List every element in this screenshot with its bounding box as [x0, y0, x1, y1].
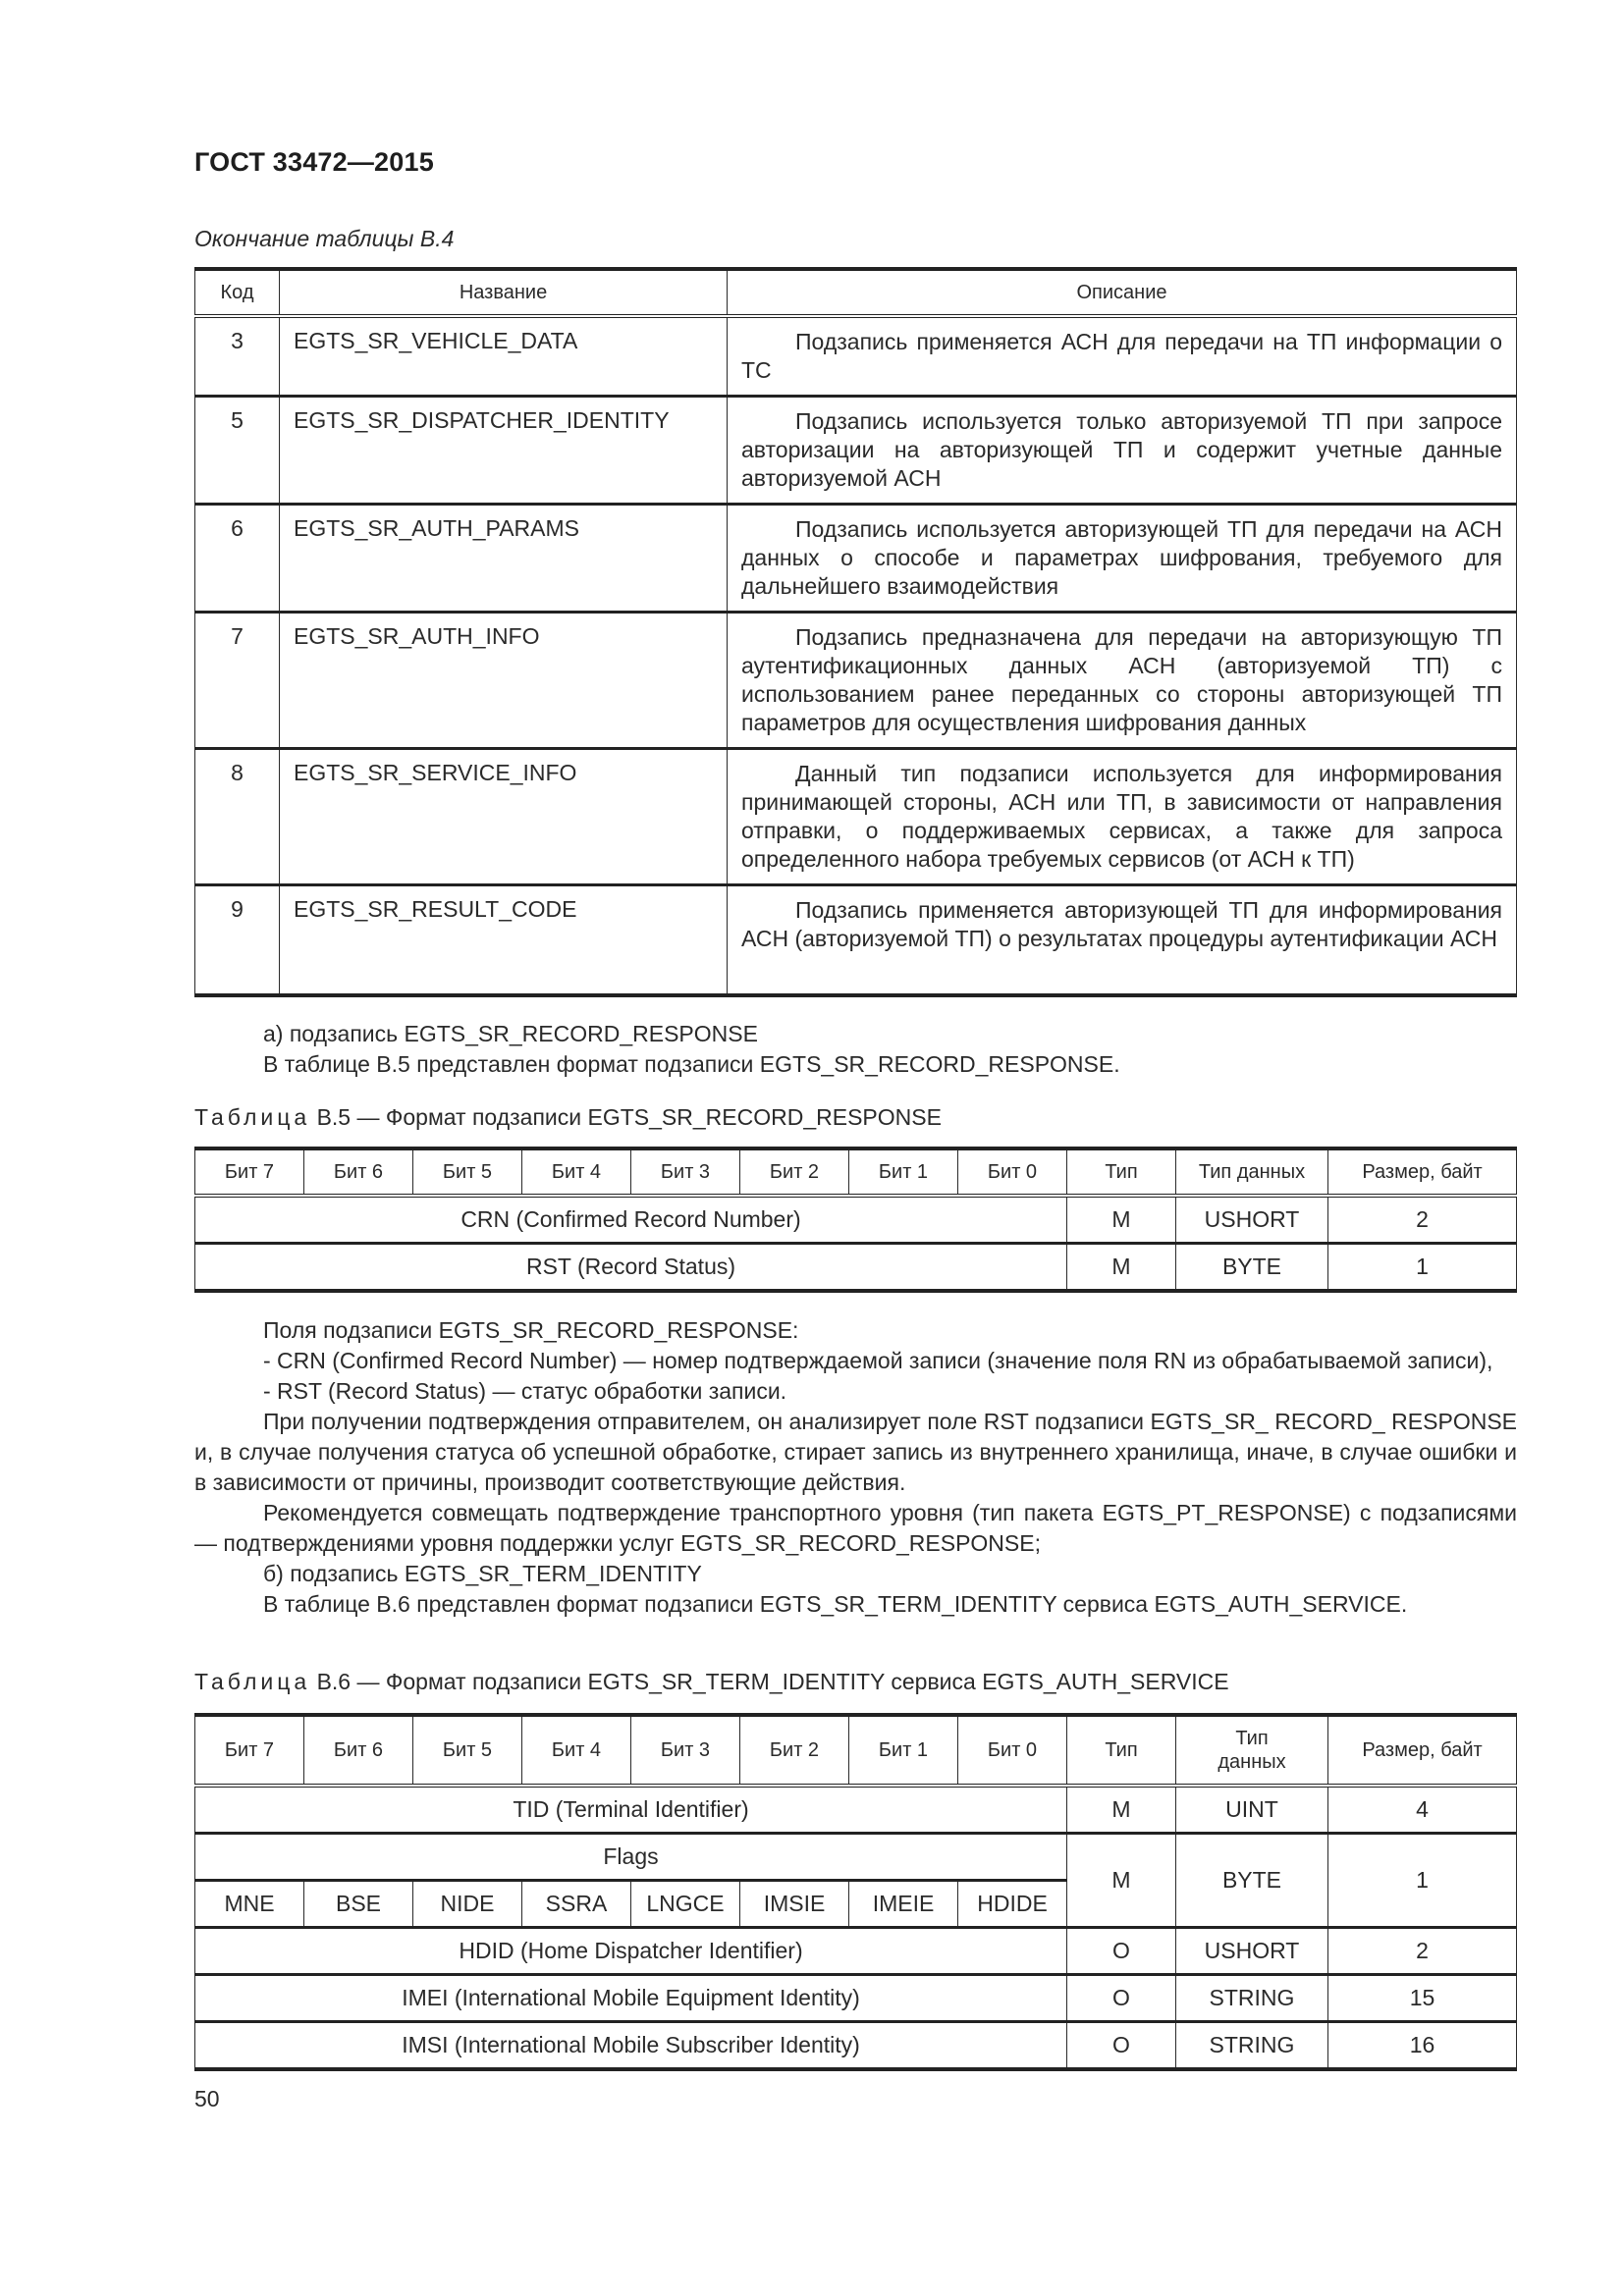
- table-row: [195, 316, 1517, 397]
- caption-prefix: Таблица: [194, 1669, 311, 1694]
- paragraph: а) подзапись EGTS_SR_RECORD_RESPONSE: [263, 1021, 758, 1046]
- row-name: EGTS_SR_RESULT_CODE: [280, 885, 728, 995]
- row-code: 8: [195, 749, 280, 885]
- field-size: 1: [1328, 1244, 1517, 1292]
- row-name: EGTS_SR_SERVICE_INFO: [280, 749, 728, 885]
- column-header: Бит 4: [522, 1148, 631, 1196]
- table-b6: [194, 1713, 1517, 2071]
- column-header: Размер, байт: [1328, 1148, 1517, 1196]
- flag-bit: IMSIE: [740, 1881, 849, 1928]
- table-row: [195, 613, 1517, 749]
- field-type: M: [1067, 1244, 1176, 1292]
- flag-bit: SSRA: [522, 1881, 631, 1928]
- caption-text: В.6 — Формат подзаписи EGTS_SR_TERM_IDENTITY сервиса EGTS_AUTH_SERVICE: [316, 1669, 1229, 1694]
- field-type: M: [1067, 1834, 1176, 1928]
- column-header: Бит 6: [304, 1715, 413, 1786]
- column-header: Тип данных: [1176, 1715, 1328, 1786]
- table-row: [195, 1928, 1517, 1975]
- column-header: Бит 3: [631, 1148, 740, 1196]
- field-data-type: BYTE: [1176, 1834, 1328, 1928]
- row-description: Данный тип подзаписи используется для информирования принимающей стороны, АСН или ТП, в зависимости от направления отправки, о поддерживаемых сервисах, а также для запроса определенного набора требуемых сервисов (от АСН к ТП): [728, 749, 1517, 885]
- table-row: [195, 1196, 1517, 1244]
- table-row: [195, 1244, 1517, 1292]
- field-size: 15: [1328, 1975, 1517, 2022]
- field-name: IMEI (International Mobile Equipment Identity): [195, 1975, 1067, 2022]
- row-description: Подзапись используется только авторизуемой ТП при запросе авторизации на авторизующей ТП и содержит учетные данные авторизуемой АСН: [728, 397, 1517, 505]
- column-header: Бит 2: [740, 1715, 849, 1786]
- column-header: Бит 0: [958, 1715, 1067, 1786]
- field-name: HDID (Home Dispatcher Identifier): [195, 1928, 1067, 1975]
- column-header: Бит 0: [958, 1148, 1067, 1196]
- field-type: O: [1067, 1928, 1176, 1975]
- field-data-type: USHORT: [1176, 1928, 1328, 1975]
- column-header: Бит 1: [849, 1148, 958, 1196]
- caption-text: В.5 — Формат подзаписи EGTS_SR_RECORD_RESPONSE: [316, 1104, 942, 1130]
- column-header: Бит 5: [413, 1148, 522, 1196]
- field-size: 2: [1328, 1196, 1517, 1244]
- field-size: 16: [1328, 2022, 1517, 2070]
- column-header-name: Название: [280, 269, 728, 316]
- row-description: Подзапись предназначена для передачи на авторизующую ТП аутентификационных данных АСН (авторизуемой ТП) с использованием ранее переданных со стороны авторизующей ТП параметров для осуществления шифрования данных: [728, 613, 1517, 749]
- table-b4-caption: Окончание таблицы В.4: [194, 226, 455, 251]
- column-header: Бит 4: [522, 1715, 631, 1786]
- table-row: [195, 885, 1517, 995]
- field-data-type: BYTE: [1176, 1244, 1328, 1292]
- column-header: Бит 7: [195, 1148, 304, 1196]
- table-row: [195, 2022, 1517, 2070]
- field-type: O: [1067, 2022, 1176, 2070]
- field-data-type: STRING: [1176, 1975, 1328, 2022]
- paragraph: - CRN (Confirmed Record Number) — номер подтверждаемой записи (значение поля RN из обрабатываемой записи),: [263, 1348, 1493, 1373]
- row-name: EGTS_SR_AUTH_PARAMS: [280, 505, 728, 613]
- column-header-description: Описание: [728, 269, 1517, 316]
- paragraph: - RST (Record Status) — статус обработки записи.: [263, 1378, 787, 1404]
- table-row: [195, 749, 1517, 885]
- field-type: O: [1067, 1975, 1176, 2022]
- flag-bit: HDIDE: [958, 1881, 1067, 1928]
- field-name: CRN (Confirmed Record Number): [195, 1196, 1067, 1244]
- row-name: EGTS_SR_VEHICLE_DATA: [280, 316, 728, 397]
- row-description: Подзапись используется авторизующей ТП для передачи на АСН данных о способе и параметрах шифрования, требуемого для дальнейшего взаимодействия: [728, 505, 1517, 613]
- intro-a: [194, 1019, 1517, 1080]
- caption-prefix: Таблица: [194, 1104, 311, 1130]
- row-description: Подзапись применяется АСН для передачи на ТП информации о ТС: [728, 316, 1517, 397]
- column-header: Бит 2: [740, 1148, 849, 1196]
- row-code: 3: [195, 316, 280, 397]
- column-header: Тип: [1067, 1148, 1176, 1196]
- flag-bit: BSE: [304, 1881, 413, 1928]
- table-b6-caption: [194, 1669, 1229, 1695]
- field-type: M: [1067, 1196, 1176, 1244]
- column-header: Бит 6: [304, 1148, 413, 1196]
- field-size: 1: [1328, 1834, 1517, 1928]
- field-size: 2: [1328, 1928, 1517, 1975]
- paragraph: В таблице В.6 представлен формат подзаписи EGTS_SR_TERM_IDENTITY сервиса EGTS_AUTH_SERVICE.: [263, 1591, 1408, 1617]
- flags-row: [195, 1834, 1517, 1881]
- field-data-type: STRING: [1176, 2022, 1328, 2070]
- table-b4: [194, 267, 1517, 997]
- flags-label: Flags: [195, 1834, 1067, 1881]
- row-code: 5: [195, 397, 280, 505]
- field-name: RST (Record Status): [195, 1244, 1067, 1292]
- flag-bit: IMEIE: [849, 1881, 958, 1928]
- table-b5: [194, 1147, 1517, 1293]
- column-header: Бит 5: [413, 1715, 522, 1786]
- field-data-type: USHORT: [1176, 1196, 1328, 1244]
- row-description: Подзапись применяется авторизующей ТП для информирования АСН (авторизуемой ТП) о результатах процедуры аутентификации АСН: [728, 885, 1517, 995]
- paragraph: При получении подтверждения отправителем, он анализирует поле RST подзаписи EGTS_SR_ RECORD_ RESPONSE и, в случае получения статуса об успешной обработке, стирает запись из внутреннего хранилища, иначе, в случае ошибки и в зависимости от причины, производит соответствующие действия.: [194, 1409, 1517, 1495]
- column-header: Размер, байт: [1328, 1715, 1517, 1786]
- column-header: Бит 1: [849, 1715, 958, 1786]
- field-size: 4: [1328, 1786, 1517, 1834]
- paragraph: Рекомендуется совмещать подтверждение транспортного уровня (тип пакета EGTS_PT_RESPONSE) с подзаписями — подтверждениями уровня поддержки услуг EGTS_SR_RECORD_RESPONSE;: [194, 1500, 1517, 1556]
- row-name: EGTS_SR_DISPATCHER_IDENTITY: [280, 397, 728, 505]
- column-header: Бит 3: [631, 1715, 740, 1786]
- paragraph: Поля подзаписи EGTS_SR_RECORD_RESPONSE:: [263, 1317, 799, 1343]
- flag-bit: MNE: [195, 1881, 304, 1928]
- field-data-type: UINT: [1176, 1786, 1328, 1834]
- column-header: Бит 7: [195, 1715, 304, 1786]
- table-row: [195, 1786, 1517, 1834]
- page-number: 50: [194, 2086, 220, 2111]
- field-name: TID (Terminal Identifier): [195, 1786, 1067, 1834]
- flag-bit: NIDE: [413, 1881, 522, 1928]
- table-row: [195, 505, 1517, 613]
- field-type: M: [1067, 1786, 1176, 1834]
- table-row: [195, 397, 1517, 505]
- table-b5-caption: [194, 1104, 942, 1131]
- document-title: ГОСТ 33472—2015: [194, 147, 434, 177]
- column-header: Тип: [1067, 1715, 1176, 1786]
- paragraph: б) подзапись EGTS_SR_TERM_IDENTITY: [263, 1561, 702, 1586]
- body-text: [194, 1315, 1517, 1620]
- flag-bit: LNGCE: [631, 1881, 740, 1928]
- field-name: IMSI (International Mobile Subscriber Identity): [195, 2022, 1067, 2070]
- paragraph: В таблице В.5 представлен формат подзаписи EGTS_SR_RECORD_RESPONSE.: [263, 1051, 1120, 1077]
- column-header: Тип данных: [1176, 1148, 1328, 1196]
- table-row: [195, 1975, 1517, 2022]
- row-code: 7: [195, 613, 280, 749]
- row-code: 6: [195, 505, 280, 613]
- row-code: 9: [195, 885, 280, 995]
- column-header-code: Код: [195, 269, 280, 316]
- row-name: EGTS_SR_AUTH_INFO: [280, 613, 728, 749]
